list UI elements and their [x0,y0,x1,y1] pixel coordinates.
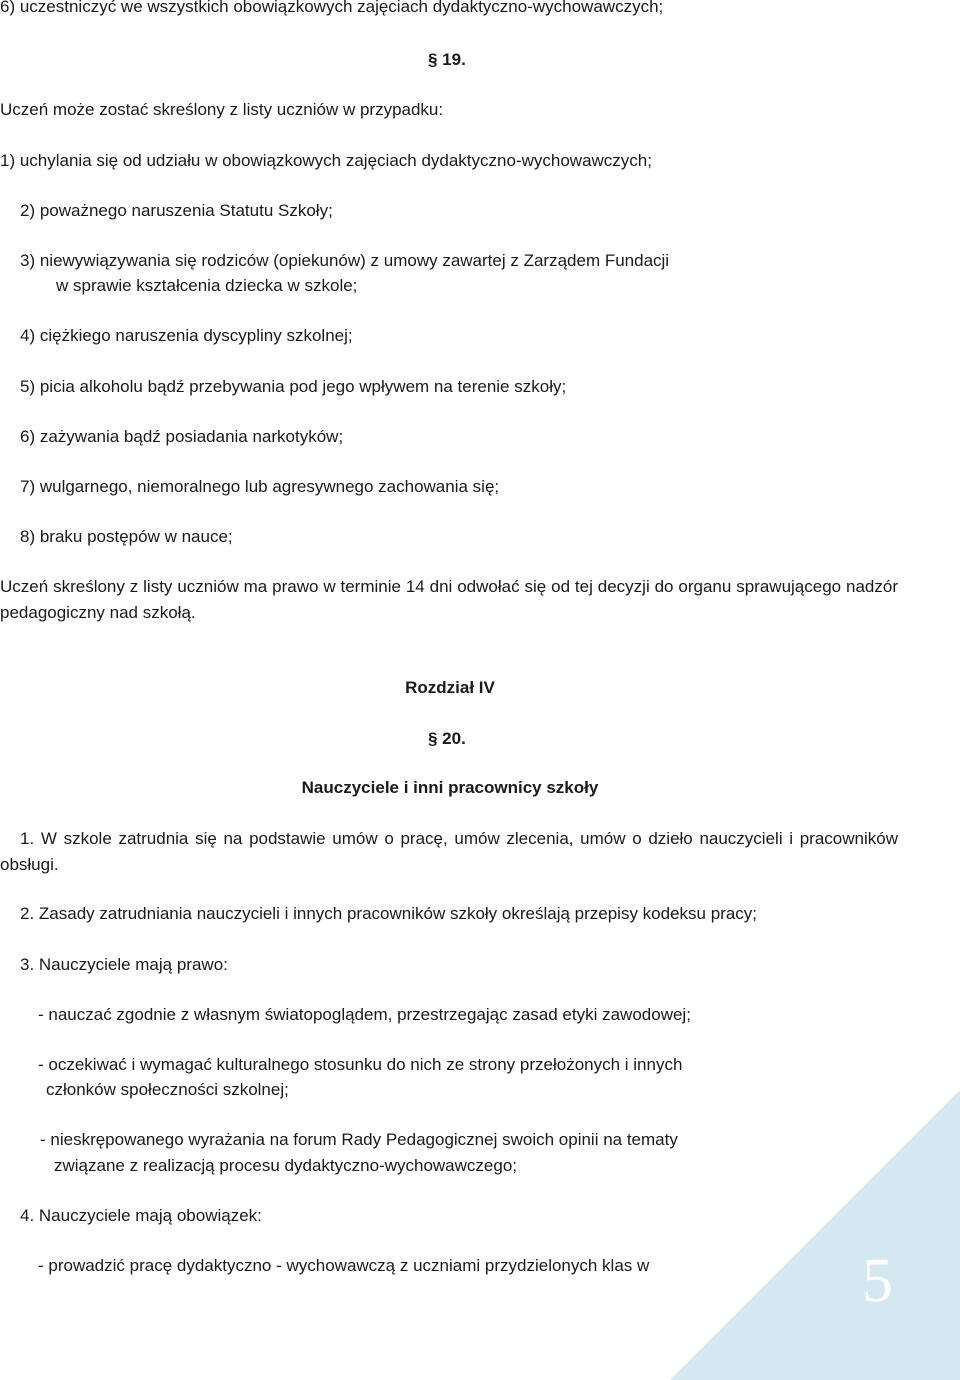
list-item: 7) wulgarnego, niemoralnego lub agresywnego zachowania się; [20,477,500,496]
page-corner-decoration [670,1090,960,1380]
page-number: 5 [862,1247,893,1315]
section-heading: Nauczyciele i inni pracownicy szkoły [301,778,599,797]
chapter-title: Rozdział IV [405,678,495,697]
paragraph-number: § 19. [428,50,466,69]
list-item: - nieskrępowanego wyrażania na forum Rady Pedagogicznej swoich opinii na tematy [40,1130,678,1149]
list-item: - nauczać zgodnie z własnym światopoglądem, przestrzegając zasad etyki zawodowej; [38,1005,691,1024]
list-item: 4) ciężkiego naruszenia dyscypliny szkolnej; [20,326,353,345]
text-line: Uczeń może zostać skreślony z listy uczniów w przypadku: [0,100,444,119]
paragraph: 2. Zasady zatrudniania nauczycieli i innych pracowników szkoły określają przepisy kodeksu pracy; [20,904,758,923]
list-item: 6) zażywania bądź posiadania narkotyków; [20,427,344,446]
list-item-continuation: w sprawie kształcenia dziecka w szkole; [56,276,358,295]
list-item: 5) picia alkoholu bądź przebywania pod jego wpływem na terenie szkoły; [20,377,567,396]
text-line: 6) uczestniczyć we wszystkich obowiązkowych zajęciach dydaktyczno-wychowawczych; [0,0,664,16]
paragraph-number: § 20. [428,729,466,748]
paragraph: 4. Nauczyciele mają obowiązek: [20,1206,262,1225]
paragraph: 3. Nauczyciele mają prawo: [20,955,228,974]
list-item: 1) uchylania się od udziału w obowiązkowych zajęciach dydaktyczno-wychowawczych; [0,151,652,170]
list-item: - prowadzić pracę dydaktyczno - wychowawczą z uczniami przydzielonych klas w [38,1256,650,1275]
list-item-continuation: związane z realizacją procesu dydaktyczno-wychowawczego; [54,1156,517,1175]
paragraph: 1. W szkole zatrudnia się na podstawie umów o pracę, umów zlecenia, umów o dzieło nauczycieli i pracowników obsługi. [0,829,898,874]
list-item: - oczekiwać i wymagać kulturalnego stosunku do nich ze strony przełożonych i innych [38,1055,683,1074]
paragraph: Uczeń skreślony z listy uczniów ma prawo w terminie 14 dni odwołać się od tej decyzji do organu sprawującego nadzór pedagogiczny nad szkołą. [0,577,898,622]
list-item: 3) niewywiązywania się rodziców (opiekunów) z umowy zawartej z Zarządem Fundacji [20,251,670,270]
list-item: 2) poważnego naruszenia Statutu Szkoły; [20,201,333,220]
list-item: 8) braku postępów w nauce; [20,527,233,546]
list-item-continuation: członków społeczności szkolnej; [46,1080,289,1099]
